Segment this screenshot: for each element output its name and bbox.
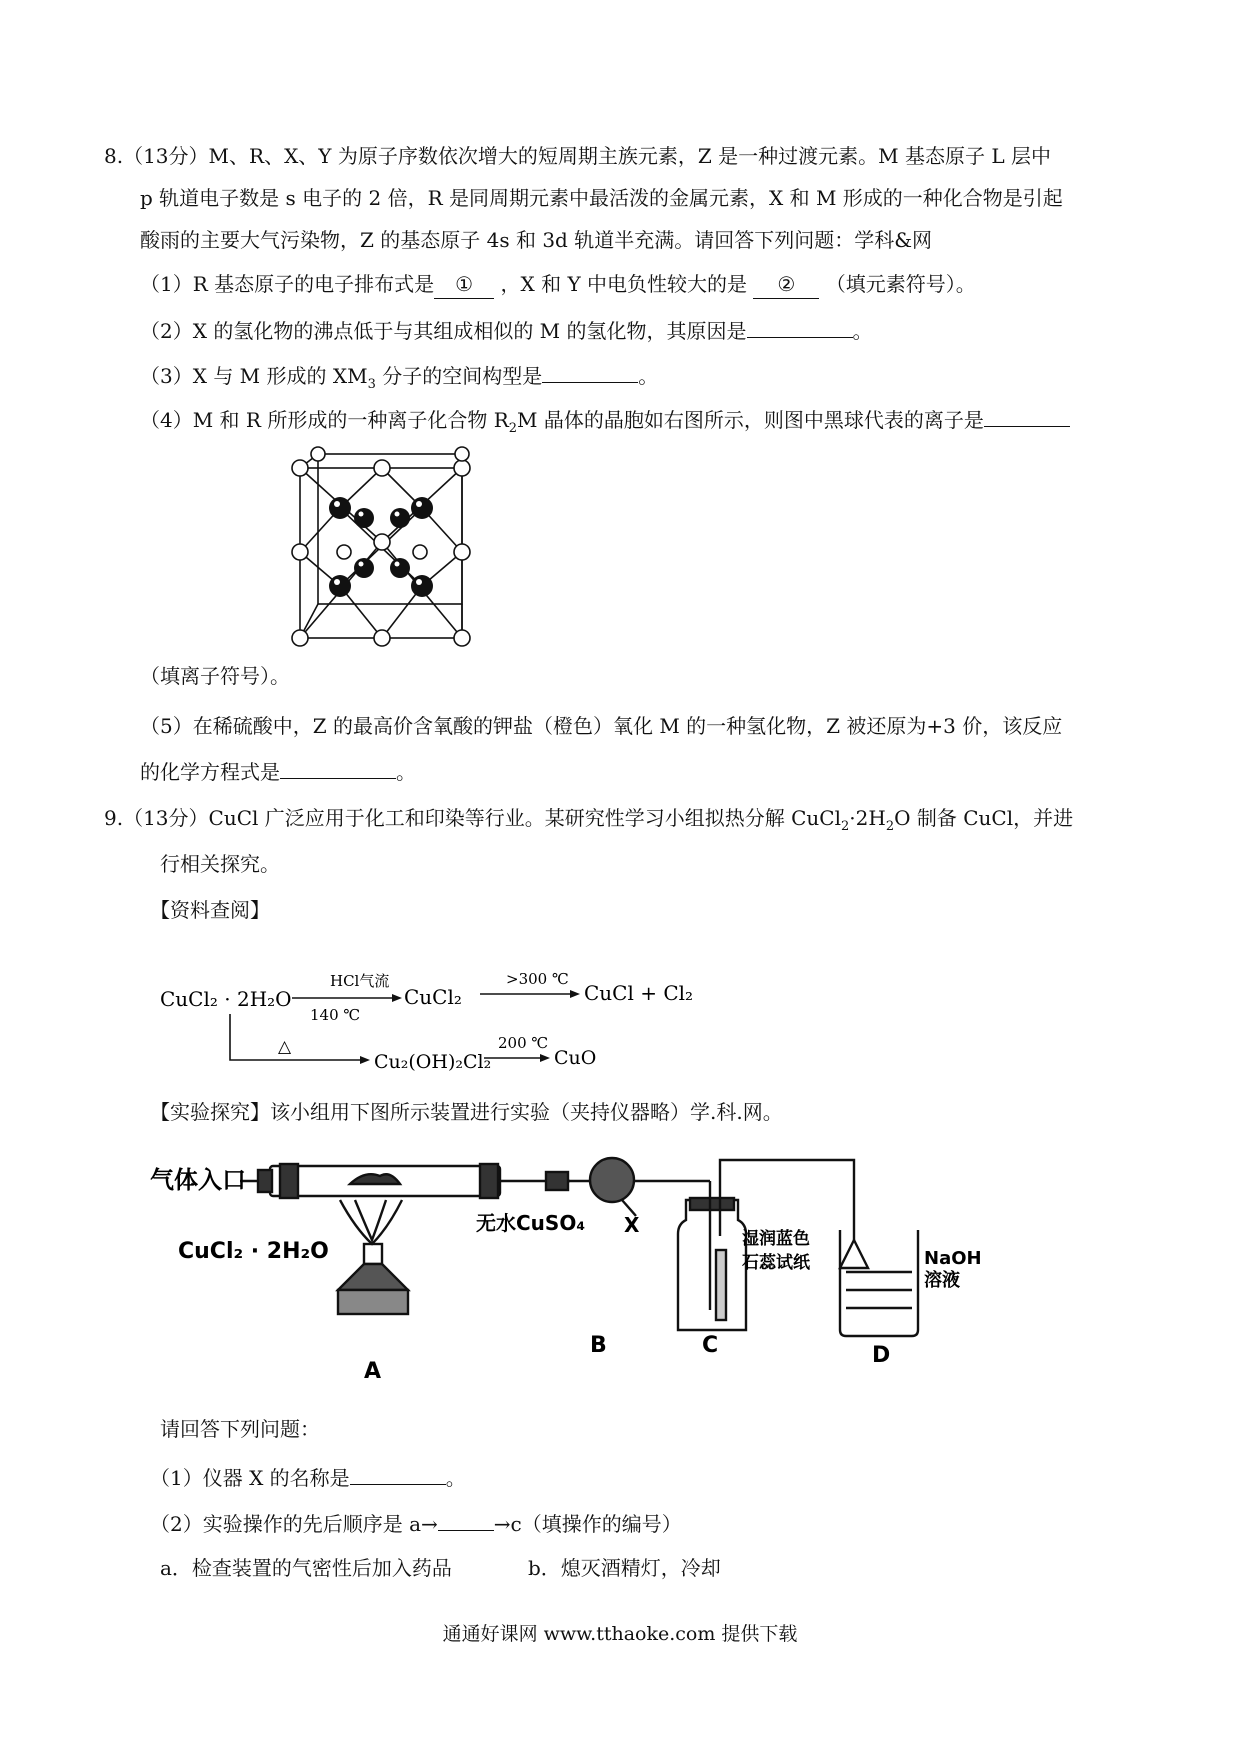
- q9-sub2-blank[interactable]: [438, 1508, 494, 1531]
- q9-exp-title: 【实验探究】该小组用下图所示装置进行实验（夹持仪器略）学.科.网。: [150, 1100, 783, 1124]
- q8-part5-line2: [140, 756, 416, 786]
- scheme-mid: CuCl₂: [404, 985, 462, 1009]
- label-paper-1: 湿润蓝色: [742, 1229, 810, 1249]
- q8-part4-sub: 2: [508, 421, 518, 436]
- q8-part3-blank[interactable]: [542, 360, 638, 383]
- q9-sub2-text-a: （2）实验操作的先后顺序是 a→: [150, 1512, 438, 1536]
- q9-header-sub2: 2: [885, 819, 895, 834]
- q8-part5-blank[interactable]: [280, 756, 396, 779]
- scheme-end: CuCl + Cl₂: [584, 981, 694, 1005]
- crystal-cell-figure: [282, 446, 482, 686]
- q8-part1-text-a: （1）R 基态原子的电子排布式是: [140, 272, 435, 296]
- q8-part5-line1: （5）在稀硫酸中，Z 的最高价含氧酸的钾盐（橙色）氧化 M 的一种氢化物，Z 被还原为+3 价，该反应: [140, 714, 1063, 738]
- q9-header: [104, 804, 1073, 841]
- q8-part2: [140, 315, 873, 345]
- q8-part5-text: 的化学方程式是: [140, 760, 280, 784]
- q8-part3-text-a: （3）X 与 M 形成的 XM: [140, 364, 368, 388]
- scheme-arrow2-top: >300 ℃: [506, 970, 569, 988]
- label-x: X: [624, 1213, 640, 1237]
- q8-header: 8.（13分）M、R、X、Y 为原子序数依次增大的短周期主族元素，Z 是一种过渡元素。M 基态原子 L 层中: [104, 144, 1051, 168]
- scheme-arrowhead3: [360, 1056, 370, 1064]
- q9-ref-title: 【资料查阅】: [150, 898, 270, 922]
- q8-blank-1[interactable]: ①: [434, 270, 494, 299]
- scheme-start: CuCl₂ · 2H₂O: [160, 987, 292, 1011]
- q8-part4-blank[interactable]: [984, 404, 1070, 427]
- q8-part4-tail: （填离子符号）。: [140, 664, 290, 688]
- scheme-arrowhead2: [570, 990, 580, 998]
- label-b: B: [590, 1333, 607, 1358]
- q9-sub1-blank[interactable]: [350, 1462, 446, 1485]
- q9-header-a: 9.（13分）CuCl 广泛应用于化工和印染等行业。某研究性学习小组拟热分解 CuCl: [104, 806, 842, 830]
- q8-part1: [140, 270, 976, 299]
- q9-header-b: ·2H: [849, 806, 886, 830]
- scheme-arrow3-top: △: [278, 1037, 292, 1057]
- q9-sub2: [150, 1508, 682, 1538]
- scheme-arrow4-top: 200 ℃: [498, 1034, 549, 1052]
- q9-line2: 行相关探究。: [160, 852, 280, 876]
- label-paper-2: 石蕊试纸: [742, 1253, 810, 1273]
- q8-part4: [140, 404, 1070, 443]
- label-d: D: [872, 1343, 891, 1368]
- q9-header-sub: 2: [841, 819, 850, 834]
- q8-line3: 酸雨的主要大气污染物，Z 的基态原子 4s 和 3d 轨道半充满。请回答下列问题：学科&网: [140, 228, 933, 252]
- q9-ask: 请回答下列问题：: [160, 1417, 320, 1441]
- q8-blank-2[interactable]: ②: [753, 270, 819, 299]
- label-reagent: CuCl₂ · 2H₂O: [178, 1239, 329, 1264]
- q8-part5-end: 。: [396, 760, 416, 784]
- q8-part2-text: （2）X 的氢化物的沸点低于与其组成相似的 M 的氢化物，其原因是: [140, 319, 747, 343]
- q8-part3-sub: 3: [367, 377, 376, 392]
- label-c: C: [702, 1333, 719, 1358]
- q8-part2-blank[interactable]: [747, 315, 853, 338]
- q8-part1-text-b: ，X 和 Y 中电负性较大的是: [500, 272, 748, 296]
- scheme-arrowhead4: [540, 1054, 550, 1062]
- q8-part4-text-a: （4）M 和 R 所形成的一种离子化合物 R: [140, 408, 509, 432]
- q9-sub1-text: （1）仪器 X 的名称是: [150, 1466, 350, 1490]
- q9-option-a: a．检查装置的气密性后加入药品: [160, 1556, 452, 1580]
- label-naoh-2: 溶液: [924, 1270, 960, 1291]
- q9-sub1: [150, 1462, 466, 1492]
- scheme-arrow1-top: HCl气流: [330, 972, 390, 990]
- q8-part2-end: 。: [852, 319, 873, 343]
- reaction-scheme: [160, 944, 694, 1074]
- q8-line2: p 轨道电子数是 s 电子的 2 倍，R 是同周期元素中最活泼的金属元素，X 和 M 形成的一种化合物是引起: [140, 186, 1063, 210]
- label-anhydrous: 无水CuSO₄: [476, 1211, 586, 1235]
- scheme-arrowhead1: [392, 994, 402, 1002]
- page-footer: 通通好课网 www.tthaoke.com 提供下载: [442, 1623, 798, 1645]
- q8-part3-end: 。: [638, 364, 659, 388]
- label-naoh-1: NaOH: [924, 1248, 982, 1269]
- q9-option-b: b．熄灭酒精灯，冷却: [528, 1556, 721, 1580]
- label-gas-inlet: 气体入口: [150, 1166, 246, 1194]
- q9-sub1-end: 。: [445, 1466, 466, 1490]
- q9-header-c: O 制备 CuCl，并进: [894, 806, 1074, 830]
- q9-sub2-text-b: →c（填操作的编号）: [493, 1512, 682, 1536]
- q8-part3: [140, 360, 658, 399]
- scheme-arrow1-bottom: 140 ℃: [310, 1006, 361, 1024]
- apparatus-figure: [150, 1140, 1140, 1390]
- label-a: A: [364, 1359, 382, 1384]
- q8-part1-text-c: （填元素符号）。: [825, 272, 976, 296]
- q8-part3-text-b: 分子的空间构型是: [375, 364, 543, 388]
- scheme-mid2: Cu₂(OH)₂Cl₂: [374, 1051, 492, 1073]
- q8-part4-text-b: M 晶体的晶胞如右图所示，则图中黑球代表的离子是: [517, 408, 984, 432]
- scheme-end2: CuO: [554, 1047, 597, 1069]
